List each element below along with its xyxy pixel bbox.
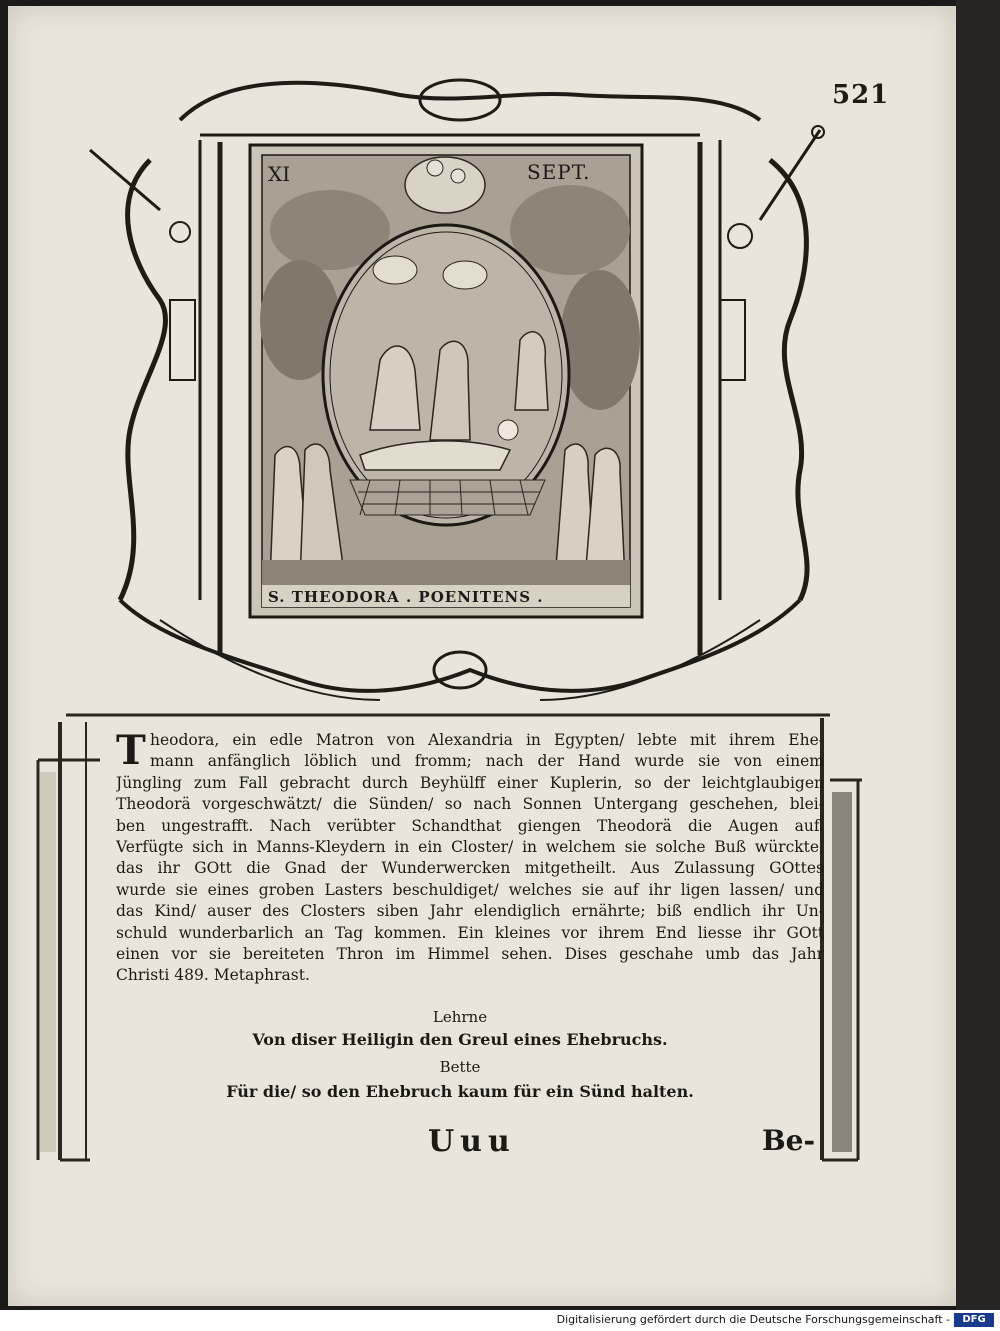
drop-cap: T — [116, 727, 146, 774]
body-text — [116, 727, 824, 987]
lehrne-heading: Lehrne — [432, 1008, 488, 1026]
text-line: heodora, ein edle Matron von Alexandria in Egypten/ lebte mit ihrem Ehe- — [150, 731, 824, 749]
plate-day-label: XI — [268, 162, 291, 186]
signature-mark: Uuu — [428, 1124, 516, 1159]
page-number: 521 — [832, 80, 890, 110]
text-line: wurde sie eines groben Lasters beschuldiget/ welches sie auf ihr ligen lassen/ und — [116, 880, 824, 899]
text-line: Verfügte sich in Manns-Kleydern in ein Closter/ in welchem sie solche Buß würckte, — [116, 838, 824, 857]
footer-credit: Digitalisierung gefördert durch die Deutsche Forschungsgemeinschaft - — [556, 1313, 950, 1326]
text-line: das Kind/ auser des Closters siben Jahr elendiglich ernährte; biß endlich ihr Un- — [116, 902, 824, 921]
text-line: Theodorä vorgeschwätzt/ die Sünden/ so nach Sonnen Untergang geschehen, blei- — [116, 795, 824, 814]
text-line: mann anfänglich löblich und fromm; nach der Hand wurde sie von einem — [150, 752, 824, 771]
text-line: ben ungestrafft. Nach verübter Schandthat giengen Theodorä die Augen auf. — [116, 816, 824, 835]
dfg-logo: DFG — [954, 1313, 994, 1327]
catchword: Be- — [762, 1124, 816, 1157]
bette-heading: Bette — [439, 1058, 481, 1076]
bette-line: Für die/ so den Ehebruch kaum für ein Sünd halten. — [226, 1082, 694, 1101]
plate-month-label: SEPT. — [527, 160, 591, 184]
text-line: einen vor sie bereiteten Thron im Himmel sehen. Dises geschahe umb das Jahr — [116, 945, 824, 964]
plate-caption: S. THEODORA . POENITENS . — [268, 588, 544, 606]
text-line: das ihr GOtt die Gnad der Wunderwercken mitgetheilt. Aus Zulassung GOttes — [116, 859, 824, 878]
text-line: Christi 489. Metaphrast. — [116, 966, 310, 985]
engraved-plate — [250, 145, 642, 617]
lehrne-line: Von diser Heiligin den Greul eines Ehebruchs. — [252, 1030, 668, 1049]
text-line: Jüngling zum Fall gebracht durch Beyhülff einer Kuplerin, so der leichtglaubigen — [116, 773, 824, 792]
footer-bar — [0, 1310, 1000, 1331]
text-line: schuld wunderbarlich an Tag kommen. Ein kleines vor ihrem End liesse ihr GOtt — [116, 923, 824, 942]
